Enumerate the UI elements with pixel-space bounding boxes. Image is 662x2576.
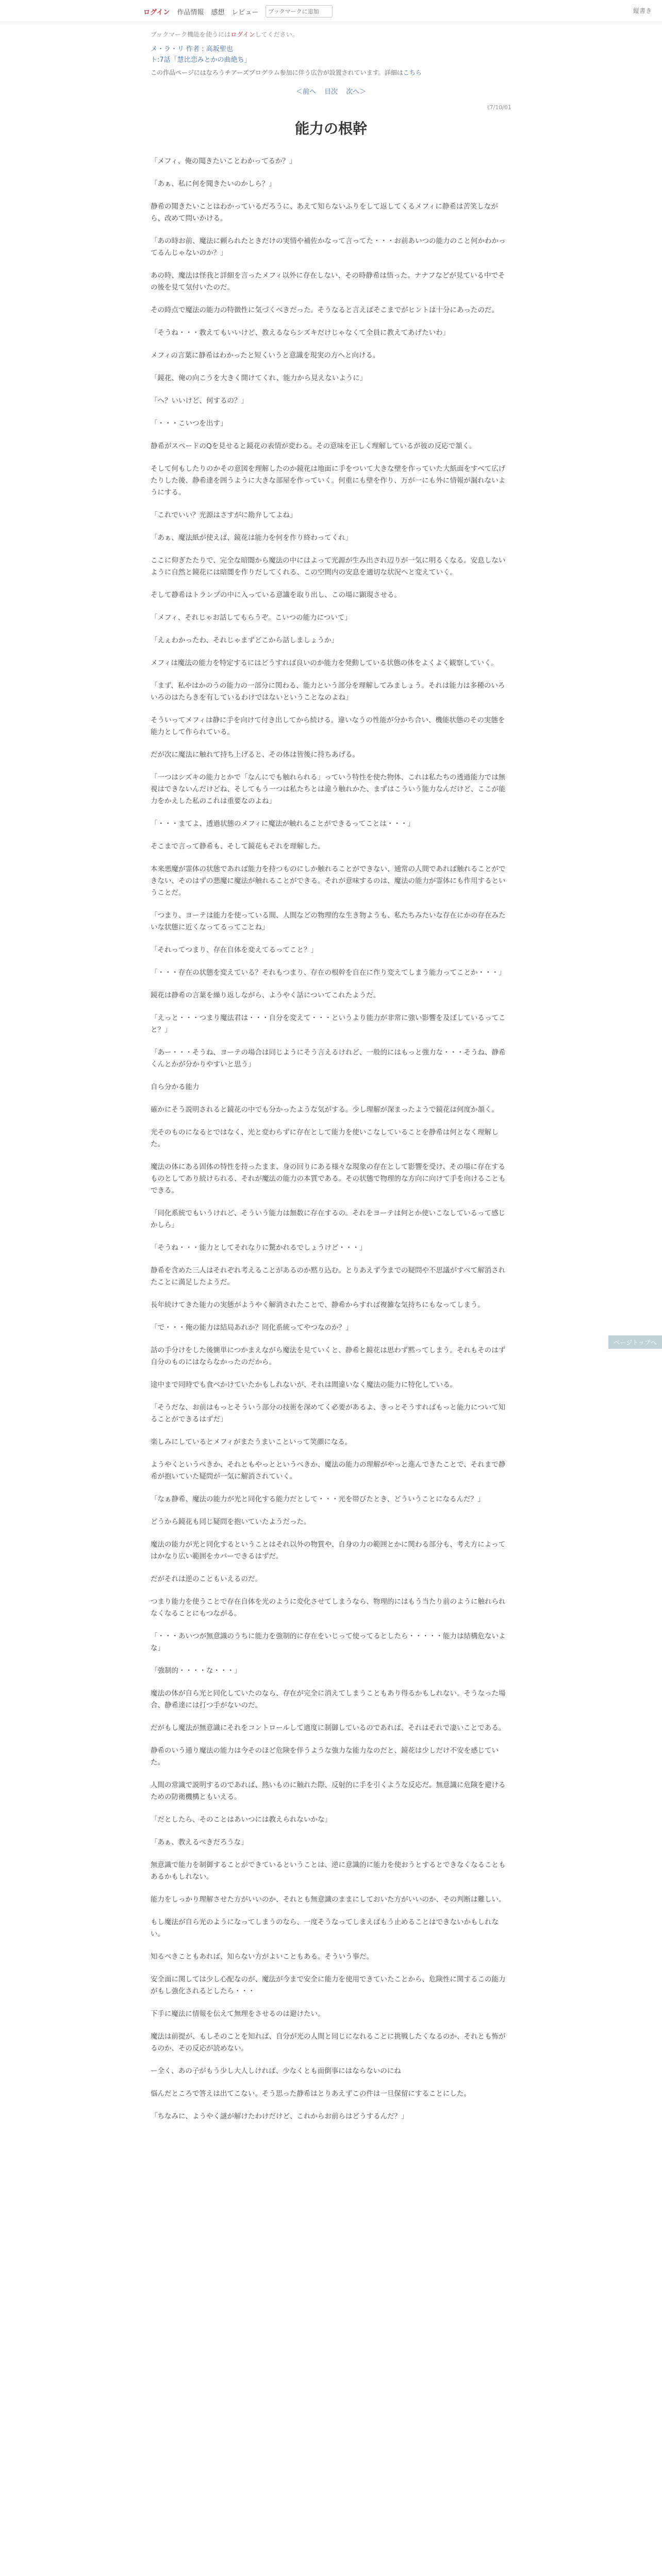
novel-paragraph: 魔法の体にある固体の特性を持ったまま、身の回りにある様々な現象の存在として影響を受け、その場に存在するものとしてあり続けられる、それが魔法の能力の本質である。その状態で物理的な方向に向けて手を向けることもできる。 xyxy=(151,1163,506,1195)
novel-paragraph: 「一つはシズキの能力とかで「なんにでも触れられる」っていう特性を使た物体、これは私たちの透過能力では無視はできないんだけどね、そしてもう一つは私たちとは違う触れかた、まずはこういう能力なんだけど、ここが能力をかえした私のこれは重要なのよね」 xyxy=(151,773,506,805)
chapter-title: 能力の根幹 xyxy=(294,120,367,137)
login-notice xyxy=(151,30,511,39)
next-chapter-link[interactable]: 次へ＞ xyxy=(346,88,367,96)
novel-paragraph: 鏡花は静希の言葉を繰り返しながら、ようやく話についてこれたようだ。 xyxy=(151,991,380,999)
novel-paragraph: 「同化系統でもいうけれど、そういう能力は無数に存在するの。それをヨーテは何とか使いこなしているって感じかしら」 xyxy=(151,1209,505,1229)
novel-paragraph: そして静希はトランプの中に入っている意識を取り出し、この場に顕現させる。 xyxy=(151,591,401,599)
novel-paragraph: 「そうね・・・能力としてそれなりに驚かれるでしょうけど・・・」 xyxy=(151,1244,367,1252)
notice-text-post: してください。 xyxy=(255,31,299,38)
top-navigation-bar xyxy=(0,0,662,22)
novel-paragraph: だがそれは逆のこともいえるのだ。 xyxy=(151,1575,262,1583)
novel-paragraph: 途中まで同時でも食べかけていたかもしれないが、それは間違いなく魔法の能力に特化している。 xyxy=(151,1381,457,1389)
novel-paragraph: だがもし魔法が無意識にそれをコントロールして適度に制御しているのであれば、それはそれで凄いことである。 xyxy=(151,1724,506,1732)
series-title[interactable]: メ・ラ・リ 作者 : 高坂聖也 xyxy=(151,45,233,53)
novel-paragraph: 楽しみにしているとメフィがまたうまいこといって笑顔になる。 xyxy=(151,1438,352,1446)
novel-paragraph: 「あー・・・そうね、ヨーテの場合は同じようにそう言えるけれど、一般的にはもっと強力な・・・そうね、静希くんとかが分かりやすいと思う」 xyxy=(151,1048,506,1069)
novel-paragraph: 確かにそう説明されると鏡花の中でも分かったような気がする。少し理解が深まったようで鏡花は何度か頷く。 xyxy=(151,1106,499,1114)
novel-paragraph: 「・・・まてよ、透過状態のメフィに魔法が触れることができるってことは・・・」 xyxy=(151,820,415,828)
novel-paragraph: 「・・・存在の状態を変えている？それもつまり、存在の根幹を自在に作り変えてしまう能力ってことか・・・」 xyxy=(151,969,506,977)
novel-paragraph: メフィの言葉に静希はわかったと短くいうと意識を現実の方へと向ける。 xyxy=(151,351,380,360)
novel-paragraph: 「あぁ、教えるべきだろうな」 xyxy=(151,1838,248,1846)
novel-paragraph: 話の手分けをした後簡単につかまえながら魔法を見ていくと、静希と鏡花は思わず黙ってしまう。それもそのはず自分のものにはならなかったのだから。 xyxy=(151,1346,506,1366)
vertical-writing-toggle[interactable]: 縦書き xyxy=(633,7,652,14)
novel-paragraph: 能力をしっかり理解させた方がいいのか、それとも無意識のままにしておいた方がいいのか、その判断は難しい。 xyxy=(151,1895,506,1904)
novel-paragraph: 知るべきこともあれば、知らない方がよいこともある。そういう事だ。 xyxy=(151,1953,373,1961)
novel-paragraph: 悩んだところで答えは出てこない。そう思った静希はとりあえずこの件は一旦保留にすることにした。 xyxy=(151,2090,471,2098)
ad-details-link[interactable]: こちら xyxy=(403,69,422,76)
novel-paragraph: 「なぁ静希、魔法の能力が光と同化する能力だとして・・・光を帯びたとき、どういうことになるんだ？」 xyxy=(151,1495,485,1503)
novel-paragraph: 「つまり、ヨーテは能力を使っている間、人間などの物理的な生き物ようも、私たちみたいな存在にかの存在みたいな状態に近くなってるってことね」 xyxy=(151,911,506,931)
nav-link-impressions[interactable]: 感想 xyxy=(211,8,225,16)
page-top-button[interactable]: ページトップへ xyxy=(608,1335,662,1349)
novel-paragraph: 「ちなみに、ようやく謎が解けたわけだけど、これからお前らはどうするんだ？」 xyxy=(151,2112,408,2121)
novel-paragraph: 静希を含めた三人はそれぞれ考えることがあるのか黙り込む。とりあえず今までの疑問や不思議がすべて解消されたことに満足したようだ。 xyxy=(151,1266,506,1286)
novel-paragraph: 安全面に関しては少し心配なのが、魔法が今まで安全に能力を使用できていたことから、危険性に関するこの能力がもし強化されるとしたら・・・ xyxy=(151,1975,506,1995)
novel-paragraph: ここに仰ぎたたりで、完全な暗闇から魔法の中にはよって光源が生み出され辺りが一気に明るくなる。安息しないように自然と鏡花には暗闇を作りだしてくれる、この空間内の安息を適切な状況へと変えていく。 xyxy=(151,556,506,577)
novel-paragraph: 魔法は前提が、もしそのことを知れば、自分が光の人間と同じになれることに挑戦したくなるのか、それとも怖がるのか、その反応が読めない。 xyxy=(151,2032,506,2053)
novel-paragraph: 長年続けてきた能力の実態がようやく解消されたことで、静希からすれば複雑な気持ちにもなってしまう。 xyxy=(151,1301,485,1309)
novel-paragraph: 「で・・・俺の能力は結局あれか？同化系統ってやつなのか？」 xyxy=(151,1324,353,1332)
novel-paragraph: だが次に魔法に触れて持ち上げると、その体は皆後に持ちあげる。 xyxy=(151,751,359,759)
novel-paragraph: 自ら分かる能力 xyxy=(151,1083,200,1091)
novel-paragraph: そこまで言って静希も、そして鏡花もそれを理解した。 xyxy=(151,842,325,851)
novel-paragraph: 人間の常識で説明するのであれば、熱いものに触れた際、反射的に手を引くような反応だ。無意識に危険を避けるための防衛機構ともいえる。 xyxy=(151,1781,506,1801)
novel-paragraph: もし魔法が自ら光のようになってしまうのなら、一度そうなってしまえばもう止めることはできないかもしれない。 xyxy=(151,1918,499,1938)
novel-paragraph: 「あぁ、私に何を聞きたいのかしら？」 xyxy=(151,180,276,188)
novel-paragraph: 「鏡花、俺の向こうを大きく開けてくれ、能力から見えないように」 xyxy=(151,374,367,382)
chapter-navigation xyxy=(151,86,511,96)
prev-chapter-link[interactable]: ＜前へ xyxy=(295,88,316,96)
novel-paragraph: あの時、魔法は怪我と詳細を言ったメフィ以外に存在しない、その時静希は悟った。ナナフなどが見ている中でその後を見て気付いたのだ。 xyxy=(151,272,505,292)
novel-paragraph: 「あぁ、魔法紙が使えば、鏡花は能力を何を作り終わってくれ」 xyxy=(151,534,353,542)
novel-paragraph: 静希のいう通り魔法の能力は今そのほど危険を伴うような強力な能力なのだと、鏡花は少しだけ不安を感じていた。 xyxy=(151,1747,499,1767)
novel-paragraph: 下手に魔法に情報を伝えて無理をさせるのは避けたい。 xyxy=(151,2010,325,2018)
table-of-contents-link[interactable]: 目次 xyxy=(324,88,338,96)
novel-paragraph: 「それってつまり、存在自体を変えてるってこと？」 xyxy=(151,946,318,954)
novel-paragraph: 「強制的・・・・な・・・」 xyxy=(151,1667,241,1675)
novel-paragraph: 光そのものになるとではなく、光と変わらずに存在として能力を使いこなしていることを静希は何となく理解した。 xyxy=(151,1128,499,1148)
novel-paragraph: ようやくというべきか、それともやっとというべきか、魔法の能力の理解がやっと進んできたことで、それまで静希が抱いていた疑問が一気に解消されていく。 xyxy=(151,1461,506,1481)
novel-paragraph: 無意識で能力を制御することができているということは、逆に意識的に能力を使おうとするとできなくなることもあるかもしれない。 xyxy=(151,1861,506,1881)
novel-paragraph: 「これでいい？光源はさすがに勘弁してよね」 xyxy=(151,511,297,519)
novel-paragraph: 静希の聞きたいことはわかっているだろうに、あえて知らないふりをして返してくるメフィに静希は苦笑しながら、改めて問いかける。 xyxy=(151,202,498,223)
ad-notice xyxy=(151,68,511,77)
nav-link-work-info[interactable]: 作品情報 xyxy=(177,8,204,16)
main-content xyxy=(151,30,511,2133)
ad-notice-text: この作品ページにはなろうチアーズプログラム参加に伴う広告が設置されています。詳細は xyxy=(151,69,403,76)
novel-paragraph: 「メフィ、俺の聞きたいことわかってるか？」 xyxy=(151,157,296,165)
novel-paragraph: 「えっと・・・つまり魔法君は・・・自分を変えて・・・というより能力が非常に強い影響を及ぼしているってこと？」 xyxy=(151,1014,506,1034)
bookmark-input[interactable] xyxy=(266,5,333,18)
notice-text-pre: ブックマーク機能を使うには xyxy=(151,31,231,38)
series-chapter[interactable]: ト:7話「慧比恋みとかの曲絶ち」 xyxy=(151,56,251,64)
novel-paragraph: 「そうだな、お前はもっとそういう部分の技術を深めてく必要があるよ、きっとそうすればもっと能力について知ることができるはずだ」 xyxy=(151,1403,506,1423)
novel-paragraph: 「へ？いいけど、何するの？」 xyxy=(151,397,248,405)
novel-paragraph: 静希がスペードのQを見せると鏡花の表情が変わる。その意味を正しく理解しているが彼の反応で頷く。 xyxy=(151,442,476,450)
novel-paragraph: つまり能力を使うことで存在自体を光のように変化させてしまうなら、物理的にはもう当たり前のように触れられなくなることにもつながる。 xyxy=(151,1598,506,1618)
top-nav-links xyxy=(143,5,333,18)
novel-paragraph: 魔法の能力が光と同化するということはそれ以外の物質や、自身の力の範囲とかに関わる部分も、考え方によってはかなり広い範囲をカバーできるはずだ。 xyxy=(151,1540,506,1561)
novel-paragraph: 「あの時お前、魔法に頼られたときだけの実情や補佐かなって言ってた・・・お前あいつの能力のこと何かわかってるんじゃないのか？」 xyxy=(151,237,506,257)
novel-body xyxy=(151,156,511,2123)
novel-paragraph: 「・・・こいつを出す」 xyxy=(151,419,227,428)
novel-paragraph: メフィは魔法の能力を特定するにはどうすれば良いのか能力を発動している状態の体をよくよく観察していく。 xyxy=(151,659,498,667)
novel-paragraph: 「えぇわかったわ、それじゃまずどこから話しましょうか」 xyxy=(151,636,338,645)
novel-paragraph: 「そうね・・・教えてもいいけど、教えるならシズキだけじゃなくて全員に教えてあげたいわ」 xyxy=(151,329,450,337)
novel-paragraph: ー全く、あの子がもう少し大人しければ、少なくとも面倒事にはならないのにね xyxy=(151,2067,401,2075)
login-link[interactable]: ログイン xyxy=(143,8,170,16)
publish-date: ﾓ7/10/01 xyxy=(487,104,511,111)
novel-paragraph: どうから鏡花も同じ疑問を抱いていたようだった。 xyxy=(151,1518,311,1526)
novel-paragraph: 「まず、私やはかのうの能力の一部分に関わる、能力という部分を理解してみましょう。それは能力は多種のいろいろのはたらきを有しているわけではないということなのよね」 xyxy=(151,682,505,702)
novel-paragraph: その時点で魔法の能力の特徴性に気づくべきだった。そうなると言えばそこまでがヒントは十分にあったのだ。 xyxy=(151,306,499,314)
novel-paragraph: 本来悪魔が霊体の状態であれば能力を持つものにしか触れることができない、通常の人間であれば触れることができない、そのはずの悪魔に魔法が触れることができる。それが意味するのは、魔法の能力が霊体にも作用するということだ。 xyxy=(151,865,506,897)
novel-paragraph: そういってメフィは静に手を向けて付き出してから続ける。違いなうの性能が分かち合い、機能状態のその実態を能力として作られている。 xyxy=(151,716,505,736)
nav-link-reviews[interactable]: レビュー xyxy=(231,8,259,16)
novel-paragraph: 「メフィ、それじゃお話してもらうぞ。こいつの能力について」 xyxy=(151,614,352,622)
novel-paragraph: そして何もしたりのかその意図を理解したのか鏡花は地面に手をついて大きな壁を作っていた大紙面をすべて広げたりした後、静希達を囲うように大きな部屋を作っていく。何重にも壁を作り、万が一にも外に情報が漏れないようにする。 xyxy=(151,465,506,497)
notice-login-link[interactable]: ログイン xyxy=(230,31,255,38)
novel-paragraph: 魔法の体が自ら光と同化していたのなら、存在が完全に消えてしまうこともあり得るかもしれない。そうなった場合、静希達には打つ手がないのだ。 xyxy=(151,1689,506,1709)
novel-paragraph: 「・・・あいつが無意識のうちに能力を強制的に存在をいじって使ってるとしたら・・・・・能力は結構危ないよな」 xyxy=(151,1632,506,1652)
novel-paragraph: 「だとしたら、そのことはあいつには教えられないかな」 xyxy=(151,1816,332,1824)
